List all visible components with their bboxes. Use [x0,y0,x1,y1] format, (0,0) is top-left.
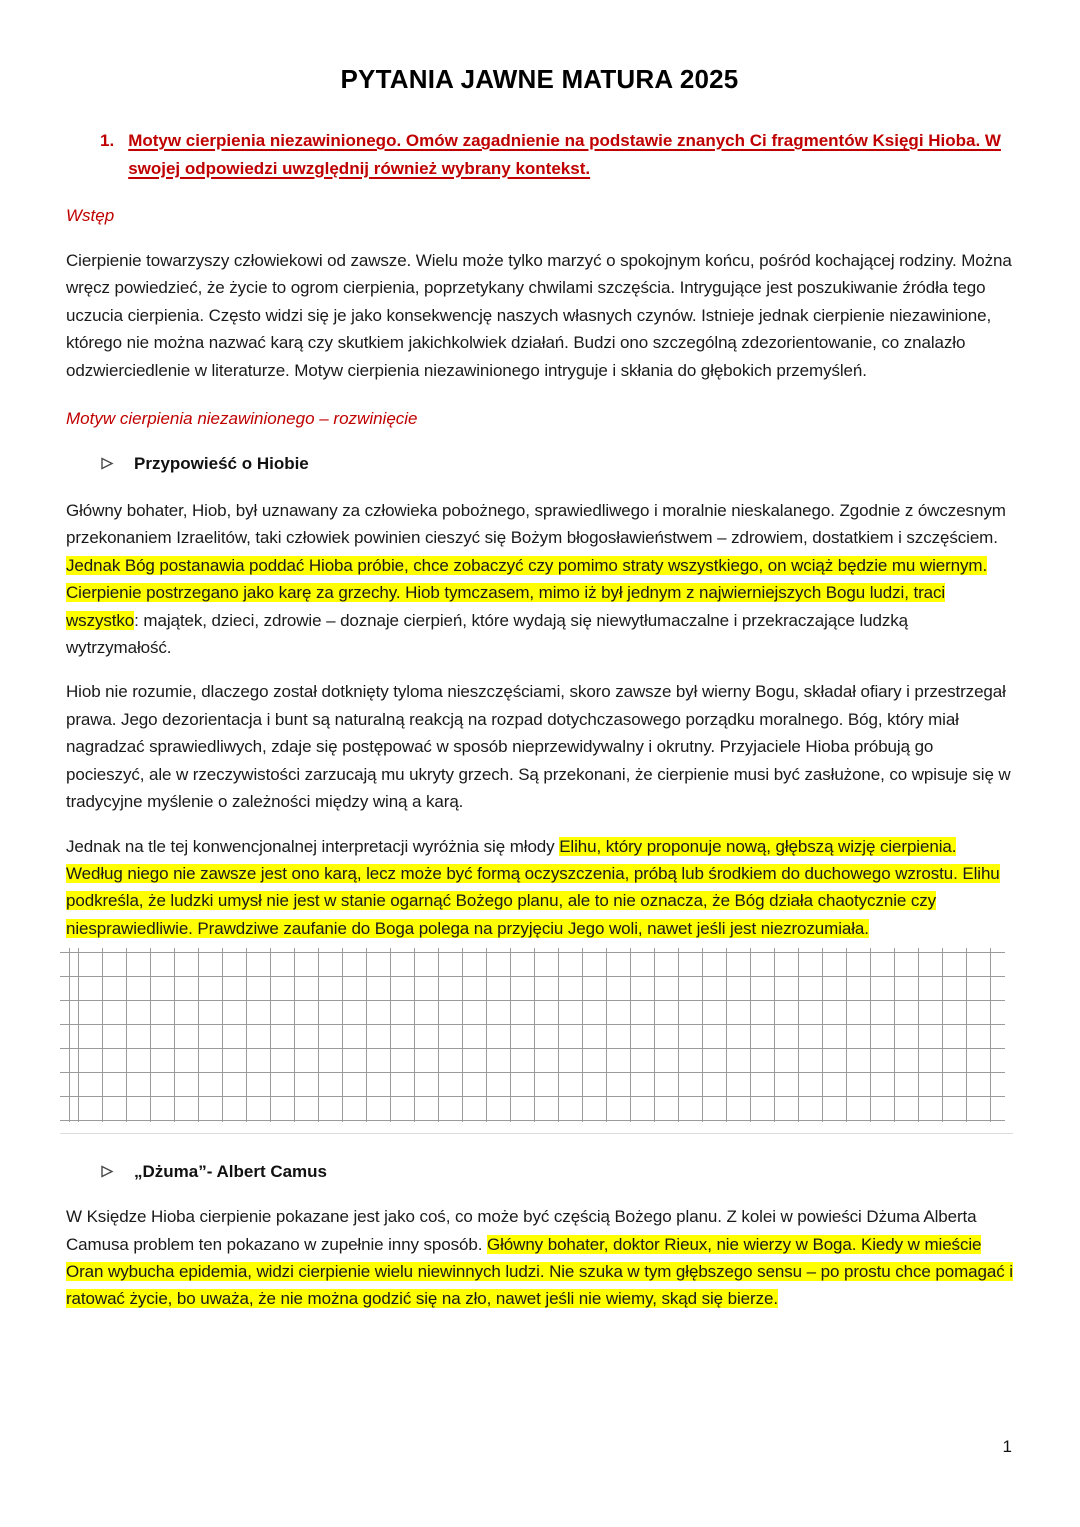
section-heading-wstep: Wstęp [66,206,115,225]
section-heading-rozwiniecie: Motyw cierpienia niezawinionego – rozwinięcie [66,409,418,429]
paragraph-intro [66,247,1013,384]
page-title: PYTANIA JAWNE MATURA 2025 [340,64,739,94]
bullet-label-dzuma: „Dżuma”- Albert Camus [134,1162,328,1182]
paragraph-hiob-intro [66,497,1013,661]
text-run: Jednak na tle tej konwencjonalnej interpretacji wyróżnia się młody [66,836,560,856]
text-run: Główny bohater, Hiob, był uznawany za człowieka pobożnego, sprawiedliwego i moralnie nieskalanego. Zgodnie z ówczesnym przekonaniem Izraelitów, taki człowiek powinien cieszyć się Bożym błogosławieństwem – zdrowiem, dostatkiem i szczęściem. [66,501,1006,548]
paragraph-hiob-confusion [66,678,1013,815]
bullet-item-hiob [66,450,1013,477]
question-number: 1. [100,131,115,150]
text-run: Hiob nie rozumie, dlaczego został dotknięty tyloma nieszczęściami, skoro zawsze był wierny Bogu, składał ofiary i przestrzegał prawa. Jego dezorientacja i bunt są naturalną reakcją na rozpad dotychczasowego porządku moralnego. Bóg, który miał nagradzać sprawiedliwych, zdaje się postępować w sposób nieprzewidywalny i okrutny. Przyjaciele Hioba próbują go pocieszyć, ale w rzeczywistości zarzucają mu ukryty grzech. Są przekonani, że cierpienie musi być zasłużone, co wpisuje się w tradycyjne myślenie o zależności między winą a karą. [66,682,1011,812]
paragraph-elihu [66,833,1013,943]
grid-paper [60,948,1005,1122]
page-number: 1 [1002,1437,1012,1456]
arrow-bullet-icon [100,1165,114,1178]
highlighted-text: Główny bohater, doktor Rieux, nie wierzy w Boga. Kiedy w mieście Oran wybucha epidemia, widzi cierpienie wielu niewinnych ludzi. Nie szuka w tym głębszego sensu – po prostu chce pomagać i ratować życie, bo uważa, że nie można godzić się na zło, nawet jeśli nie wiemy, skąd się bierze. [66,1234,1013,1309]
highlighted-text: Jednak Bóg postanawia poddać Hioba próbie, chce zobaczyć czy pomimo straty wszystkiego, on wciąż będzie mu wiernym. Cierpienie postrzegano jako karę za grzechy. Hiob tymczasem, mimo iż był jednym z najwierniejszych Bogu ludzi, traci wszystko [66,555,988,630]
text-run: Cierpienie towarzyszy człowiekowi od zawsze. Wielu może tylko marzyć o spokojnym końcu, pośród kochającej rodziny. Można wręcz powiedzieć, że życie to ogrom cierpienia, poprzetykany chwilami szczęścia. Intrygujące jest poszukiwanie źródła tego uczucia cierpienia. Często widzi się je jako konsekwencję naszych własnych czynów. Istnieje jednak cierpienie niezawinione, którego nie można nazwać karą czy skutkiem jakichkolwiek działań. Budzi ono szczególną zdezorientowanie, co znalazło odzwierciedlenie w literaturze. Motyw cierpienia niezawinionego intryguje i skłania do głębokich przemyśleń. [66,251,1012,380]
bullet-label-hiob: Przypowieść o Hiobie [134,454,309,474]
question-item [66,127,1013,182]
text-run: : majątek, dzieci, zdrowie – doznaje cierpień, które wydają się niewytłumaczalne i przekraczające ludzką wytrzymałość. [66,610,909,658]
arrow-bullet-icon [100,457,114,470]
question-text: Motyw cierpienia niezawinionego. Omów zagadnienie na podstawie znanych Ci fragmentów Księgi Hioba. W swojej odpowiedzi uwzględnij również wybrany kontekst. [128,131,1001,178]
bullet-item-dzuma [66,1158,1013,1185]
paragraph-dzuma [66,1203,1013,1313]
highlighted-text: Elihu, który proponuje nową, głębszą wizję cierpienia. Według niego nie zawsze jest ono karą, lecz może być formą oczyszczenia, próbą lub środkiem do duchowego wzrostu. Elihu podkreśla, że ludzki umysł nie jest w stanie ogarnąć Bożego planu, ale to nie oznacza, że Bóg działa chaotycznie czy niesprawiedliwie. Prawdziwe zaufanie do Boga polega na przyjęciu Jego woli, nawet jeśli jest niezrozumiała. [66,836,1000,938]
text-run: W Księdze Hioba cierpienie pokazane jest jako coś, co może być częścią Bożego planu. Z kolei w powieści Dżuma Alberta Camusa problem ten pokazano w zupełnie inny sposób. [66,1207,977,1254]
